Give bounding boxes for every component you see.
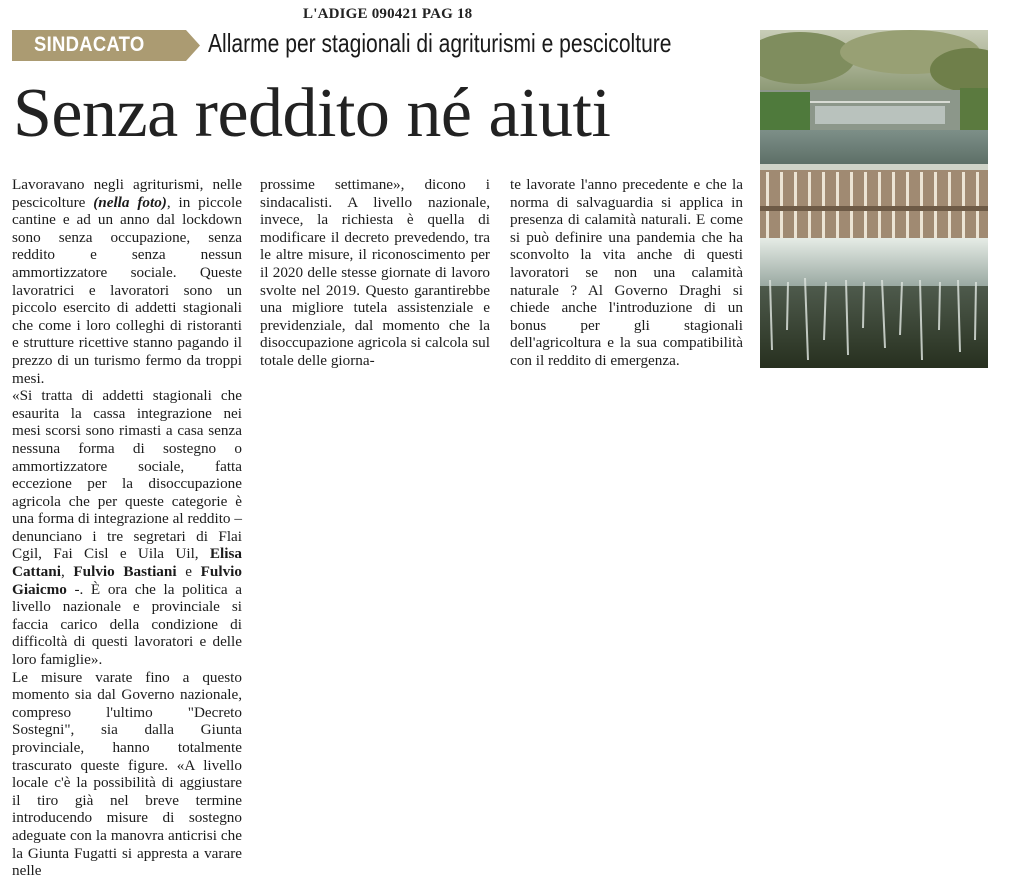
separator: e bbox=[176, 563, 201, 581]
person-name: Elisa Cattani bbox=[12, 545, 242, 581]
paragraph-2-text-cont: -. È ora che la politica a livello nazionale e provinciale si faccia carico della condizione di difficoltà di questi lavoratori e delle loro famiglie». bbox=[12, 580, 242, 669]
photo-reference: (nella foto) bbox=[93, 193, 167, 211]
article-subtitle: Allarme per stagionali di agriturismi e pescicolture bbox=[208, 28, 672, 58]
paragraph-1 bbox=[12, 176, 242, 387]
article-column-2 bbox=[260, 176, 490, 370]
paragraph-1-text-cont: , in piccole cantine e ad un anno dal lockdown sono senza occupazione, senza reddito e senza nessun ammortizzatore sociale. Queste lavoratrici e lavoratori sono un piccolo esercito di addetti stagionali che come i loro colleghi di ristoranti e strutture ricettive stanno pagando il prezzo di un turismo fermo da troppi mesi. bbox=[12, 193, 242, 387]
section-tag bbox=[12, 30, 200, 61]
paragraph-1-text: Lavoravano negli agriturismi, nelle pescicolture bbox=[12, 176, 242, 211]
paragraph-3: Le misure varate fino a questo momento sia dal Governo nazionale, compreso l'ultimo "Decreto Sostegni", sia dalla Giunta provinciale, hanno totalmente trascurato queste figure. «A livello locale c'è la possibilità di aggiustare il tiro già nel breve termine introducendo misure di sostegno adeguate con la manovra anticrisi che la Giunta Fugatti si appresta a varare nelle bbox=[12, 668, 242, 880]
section-tag-label: SINDACATO bbox=[34, 33, 145, 56]
article-headline: Senza reddito né aiuti bbox=[13, 75, 611, 152]
person-name: Fulvio Giaicmo bbox=[12, 563, 242, 598]
person-name: Fulvio Bastiani bbox=[73, 563, 177, 581]
separator: , bbox=[60, 563, 74, 581]
article-column-1 bbox=[12, 176, 242, 880]
newspaper-source-line: L'ADIGE 090421 PAG 18 bbox=[303, 6, 473, 22]
column-2-text: prossime settimane», dicono i sindacalisti. A livello nazionale, invece, la richiesta è quella di modificare il decreto prevedendo, tra le altre misure, il riconoscimento per il 2020 delle stesse giornate di lavoro svolte nel 2019. Questo garantirebbe una migliore tutela assistenziale e previdenziale, dal momento che la disoccupazione agricola si calcola sul totale delle giorna- bbox=[260, 176, 490, 369]
article-column-3 bbox=[510, 176, 743, 370]
paragraph-2 bbox=[12, 387, 242, 669]
paragraph-2-text: «Si tratta di addetti stagionali che esaurita la cassa integrazione nei mesi scorsi sono rimasti a casa senza nessuna forma di sostegno o ammortizzatore sociale, fatta eccezione per la disoccupazione agricola che per queste categorie è una forma di integrazione al reddito – denunciano i tre segretari di Flai Cgil, Fai Cisl e Uila Uil, bbox=[12, 387, 242, 563]
photo-illustration bbox=[760, 30, 988, 368]
fish-farm-photo bbox=[760, 30, 988, 368]
column-3-text: te lavorate l'anno precedente e che la norma di salvaguardia si applica in presenza di calamità naturali. E come si può definire una pandemia che ha sconvolto la vita anche di questi lavoratori se non una calamità naturale ? Al Governo Draghi si chiede anche l'introduzione di un bonus per gli stagionali dell'agricoltura e la sua compatibilità con il reddito di emergenza. bbox=[510, 176, 743, 369]
